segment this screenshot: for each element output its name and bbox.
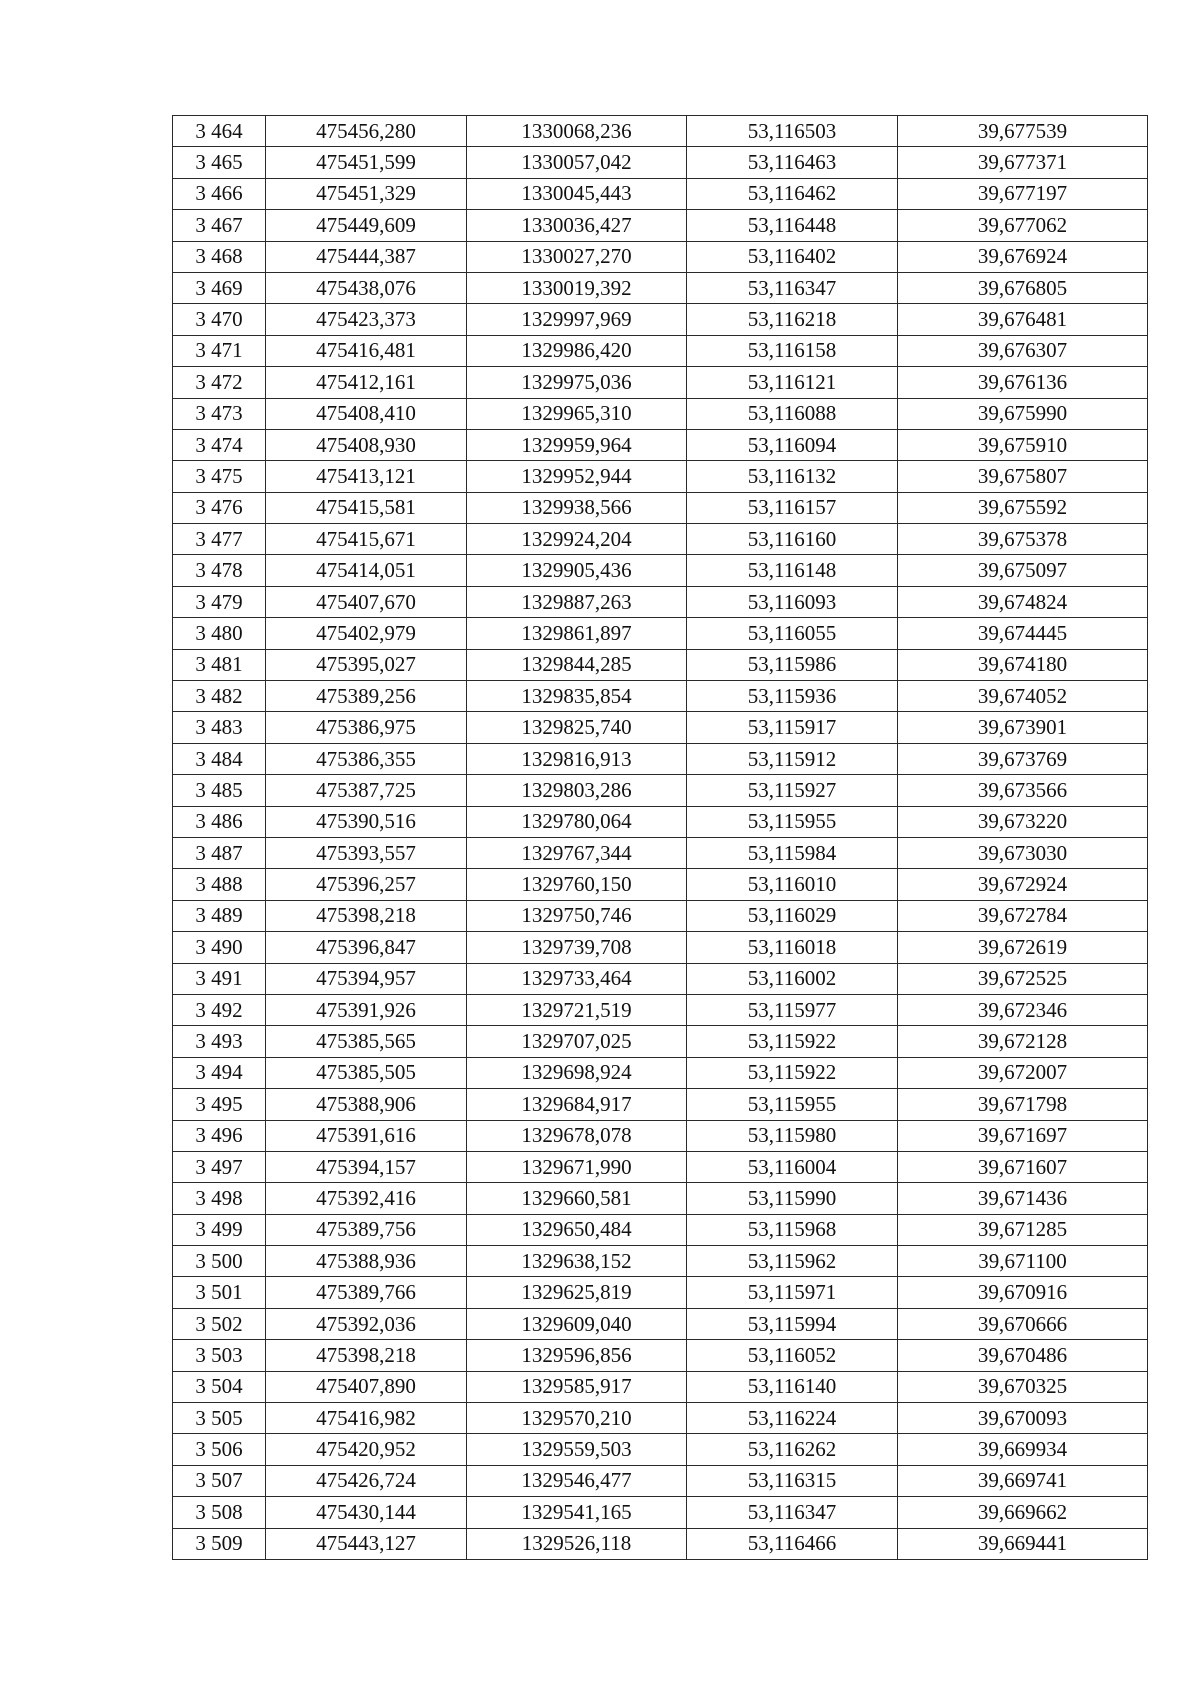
x-coordinate-cell: 475451,329 xyxy=(266,178,467,209)
longitude-cell: 39,675807 xyxy=(898,461,1148,492)
table-row xyxy=(173,775,1148,806)
point-number-cell: 3 501 xyxy=(173,1277,266,1308)
x-coordinate-cell: 475456,280 xyxy=(266,116,467,147)
x-coordinate-cell: 475408,930 xyxy=(266,429,467,460)
longitude-cell: 39,670093 xyxy=(898,1403,1148,1434)
y-coordinate-cell: 1329997,969 xyxy=(467,304,687,335)
point-number-cell: 3 478 xyxy=(173,555,266,586)
longitude-cell: 39,672619 xyxy=(898,932,1148,963)
x-coordinate-cell: 475386,355 xyxy=(266,743,467,774)
x-coordinate-cell: 475444,387 xyxy=(266,241,467,272)
point-number-cell: 3 493 xyxy=(173,1026,266,1057)
y-coordinate-cell: 1329546,477 xyxy=(467,1465,687,1496)
table-row xyxy=(173,147,1148,178)
point-number-cell: 3 494 xyxy=(173,1057,266,1088)
longitude-cell: 39,676136 xyxy=(898,367,1148,398)
y-coordinate-cell: 1329760,150 xyxy=(467,869,687,900)
table-row xyxy=(173,932,1148,963)
table-row xyxy=(173,712,1148,743)
table-row xyxy=(173,492,1148,523)
y-coordinate-cell: 1329844,285 xyxy=(467,649,687,680)
y-coordinate-cell: 1329780,064 xyxy=(467,806,687,837)
y-coordinate-cell: 1330036,427 xyxy=(467,210,687,241)
latitude-cell: 53,116158 xyxy=(687,335,898,366)
point-number-cell: 3 472 xyxy=(173,367,266,398)
point-number-cell: 3 497 xyxy=(173,1151,266,1182)
x-coordinate-cell: 475389,256 xyxy=(266,681,467,712)
latitude-cell: 53,116347 xyxy=(687,272,898,303)
longitude-cell: 39,669934 xyxy=(898,1434,1148,1465)
point-number-cell: 3 484 xyxy=(173,743,266,774)
x-coordinate-cell: 475408,410 xyxy=(266,398,467,429)
x-coordinate-cell: 475430,144 xyxy=(266,1497,467,1528)
x-coordinate-cell: 475407,890 xyxy=(266,1371,467,1402)
longitude-cell: 39,672525 xyxy=(898,963,1148,994)
latitude-cell: 53,115980 xyxy=(687,1120,898,1151)
y-coordinate-cell: 1329678,078 xyxy=(467,1120,687,1151)
y-coordinate-cell: 1329526,118 xyxy=(467,1528,687,1559)
latitude-cell: 53,116160 xyxy=(687,524,898,555)
point-number-cell: 3 507 xyxy=(173,1465,266,1496)
longitude-cell: 39,674445 xyxy=(898,618,1148,649)
longitude-cell: 39,676307 xyxy=(898,335,1148,366)
x-coordinate-cell: 475385,565 xyxy=(266,1026,467,1057)
point-number-cell: 3 467 xyxy=(173,210,266,241)
table-row xyxy=(173,963,1148,994)
y-coordinate-cell: 1329750,746 xyxy=(467,900,687,931)
point-number-cell: 3 500 xyxy=(173,1246,266,1277)
latitude-cell: 53,116010 xyxy=(687,869,898,900)
x-coordinate-cell: 475387,725 xyxy=(266,775,467,806)
table-row xyxy=(173,335,1148,366)
y-coordinate-cell: 1330057,042 xyxy=(467,147,687,178)
latitude-cell: 53,116347 xyxy=(687,1497,898,1528)
point-number-cell: 3 481 xyxy=(173,649,266,680)
latitude-cell: 53,116315 xyxy=(687,1465,898,1496)
y-coordinate-cell: 1329625,819 xyxy=(467,1277,687,1308)
latitude-cell: 53,116088 xyxy=(687,398,898,429)
y-coordinate-cell: 1329570,210 xyxy=(467,1403,687,1434)
y-coordinate-cell: 1329684,917 xyxy=(467,1089,687,1120)
longitude-cell: 39,674052 xyxy=(898,681,1148,712)
latitude-cell: 53,116002 xyxy=(687,963,898,994)
table-row xyxy=(173,367,1148,398)
longitude-cell: 39,671697 xyxy=(898,1120,1148,1151)
longitude-cell: 39,669741 xyxy=(898,1465,1148,1496)
x-coordinate-cell: 475390,516 xyxy=(266,806,467,837)
latitude-cell: 53,116448 xyxy=(687,210,898,241)
x-coordinate-cell: 475449,609 xyxy=(266,210,467,241)
y-coordinate-cell: 1330068,236 xyxy=(467,116,687,147)
longitude-cell: 39,675592 xyxy=(898,492,1148,523)
longitude-cell: 39,671285 xyxy=(898,1214,1148,1245)
latitude-cell: 53,116402 xyxy=(687,241,898,272)
point-number-cell: 3 505 xyxy=(173,1403,266,1434)
latitude-cell: 53,115922 xyxy=(687,1026,898,1057)
longitude-cell: 39,672128 xyxy=(898,1026,1148,1057)
longitude-cell: 39,673901 xyxy=(898,712,1148,743)
point-number-cell: 3 492 xyxy=(173,994,266,1025)
x-coordinate-cell: 475396,847 xyxy=(266,932,467,963)
latitude-cell: 53,116157 xyxy=(687,492,898,523)
y-coordinate-cell: 1329596,856 xyxy=(467,1340,687,1371)
y-coordinate-cell: 1329959,964 xyxy=(467,429,687,460)
longitude-cell: 39,677539 xyxy=(898,116,1148,147)
x-coordinate-cell: 475412,161 xyxy=(266,367,467,398)
table-row xyxy=(173,1434,1148,1465)
latitude-cell: 53,115917 xyxy=(687,712,898,743)
latitude-cell: 53,116052 xyxy=(687,1340,898,1371)
point-number-cell: 3 469 xyxy=(173,272,266,303)
table-row xyxy=(173,178,1148,209)
table-row xyxy=(173,806,1148,837)
table-row xyxy=(173,1465,1148,1496)
point-number-cell: 3 506 xyxy=(173,1434,266,1465)
y-coordinate-cell: 1330045,443 xyxy=(467,178,687,209)
x-coordinate-cell: 475423,373 xyxy=(266,304,467,335)
table-row xyxy=(173,1246,1148,1277)
longitude-cell: 39,676481 xyxy=(898,304,1148,335)
point-number-cell: 3 489 xyxy=(173,900,266,931)
table-row xyxy=(173,1497,1148,1528)
y-coordinate-cell: 1329835,854 xyxy=(467,681,687,712)
y-coordinate-cell: 1329707,025 xyxy=(467,1026,687,1057)
x-coordinate-cell: 475391,926 xyxy=(266,994,467,1025)
y-coordinate-cell: 1330027,270 xyxy=(467,241,687,272)
point-number-cell: 3 487 xyxy=(173,837,266,868)
y-coordinate-cell: 1329816,913 xyxy=(467,743,687,774)
longitude-cell: 39,672924 xyxy=(898,869,1148,900)
longitude-cell: 39,671436 xyxy=(898,1183,1148,1214)
table-row xyxy=(173,429,1148,460)
latitude-cell: 53,116466 xyxy=(687,1528,898,1559)
longitude-cell: 39,670666 xyxy=(898,1308,1148,1339)
table-row xyxy=(173,1057,1148,1088)
x-coordinate-cell: 475386,975 xyxy=(266,712,467,743)
x-coordinate-cell: 475394,957 xyxy=(266,963,467,994)
longitude-cell: 39,675097 xyxy=(898,555,1148,586)
point-number-cell: 3 490 xyxy=(173,932,266,963)
y-coordinate-cell: 1329638,152 xyxy=(467,1246,687,1277)
x-coordinate-cell: 475398,218 xyxy=(266,900,467,931)
y-coordinate-cell: 1329698,924 xyxy=(467,1057,687,1088)
y-coordinate-cell: 1329924,204 xyxy=(467,524,687,555)
latitude-cell: 53,116148 xyxy=(687,555,898,586)
table-row xyxy=(173,1214,1148,1245)
y-coordinate-cell: 1329952,944 xyxy=(467,461,687,492)
x-coordinate-cell: 475389,766 xyxy=(266,1277,467,1308)
latitude-cell: 53,116262 xyxy=(687,1434,898,1465)
latitude-cell: 53,116094 xyxy=(687,429,898,460)
y-coordinate-cell: 1329585,917 xyxy=(467,1371,687,1402)
table-row xyxy=(173,1403,1148,1434)
point-number-cell: 3 491 xyxy=(173,963,266,994)
y-coordinate-cell: 1329541,165 xyxy=(467,1497,687,1528)
table-row xyxy=(173,1183,1148,1214)
y-coordinate-cell: 1329887,263 xyxy=(467,586,687,617)
longitude-cell: 39,670325 xyxy=(898,1371,1148,1402)
latitude-cell: 53,115927 xyxy=(687,775,898,806)
longitude-cell: 39,669662 xyxy=(898,1497,1148,1528)
y-coordinate-cell: 1329905,436 xyxy=(467,555,687,586)
table-row xyxy=(173,210,1148,241)
table-row xyxy=(173,837,1148,868)
latitude-cell: 53,115922 xyxy=(687,1057,898,1088)
latitude-cell: 53,116218 xyxy=(687,304,898,335)
latitude-cell: 53,116018 xyxy=(687,932,898,963)
y-coordinate-cell: 1329733,464 xyxy=(467,963,687,994)
longitude-cell: 39,669441 xyxy=(898,1528,1148,1559)
longitude-cell: 39,676805 xyxy=(898,272,1148,303)
longitude-cell: 39,675990 xyxy=(898,398,1148,429)
latitude-cell: 53,116463 xyxy=(687,147,898,178)
latitude-cell: 53,115955 xyxy=(687,806,898,837)
x-coordinate-cell: 475413,121 xyxy=(266,461,467,492)
point-number-cell: 3 495 xyxy=(173,1089,266,1120)
table-row xyxy=(173,461,1148,492)
y-coordinate-cell: 1329609,040 xyxy=(467,1308,687,1339)
table-row xyxy=(173,900,1148,931)
longitude-cell: 39,673566 xyxy=(898,775,1148,806)
y-coordinate-cell: 1329721,519 xyxy=(467,994,687,1025)
y-coordinate-cell: 1329650,484 xyxy=(467,1214,687,1245)
longitude-cell: 39,670486 xyxy=(898,1340,1148,1371)
longitude-cell: 39,673769 xyxy=(898,743,1148,774)
table-row xyxy=(173,1151,1148,1182)
table-row xyxy=(173,586,1148,617)
y-coordinate-cell: 1329803,286 xyxy=(467,775,687,806)
point-number-cell: 3 471 xyxy=(173,335,266,366)
x-coordinate-cell: 475416,982 xyxy=(266,1403,467,1434)
table-row xyxy=(173,649,1148,680)
y-coordinate-cell: 1329938,566 xyxy=(467,492,687,523)
longitude-cell: 39,676924 xyxy=(898,241,1148,272)
point-number-cell: 3 482 xyxy=(173,681,266,712)
latitude-cell: 53,115977 xyxy=(687,994,898,1025)
point-number-cell: 3 483 xyxy=(173,712,266,743)
y-coordinate-cell: 1329767,344 xyxy=(467,837,687,868)
x-coordinate-cell: 475395,027 xyxy=(266,649,467,680)
point-number-cell: 3 476 xyxy=(173,492,266,523)
point-number-cell: 3 503 xyxy=(173,1340,266,1371)
y-coordinate-cell: 1329559,503 xyxy=(467,1434,687,1465)
longitude-cell: 39,675910 xyxy=(898,429,1148,460)
longitude-cell: 39,671607 xyxy=(898,1151,1148,1182)
latitude-cell: 53,115968 xyxy=(687,1214,898,1245)
x-coordinate-cell: 475393,557 xyxy=(266,837,467,868)
longitude-cell: 39,677371 xyxy=(898,147,1148,178)
x-coordinate-cell: 475392,036 xyxy=(266,1308,467,1339)
point-number-cell: 3 477 xyxy=(173,524,266,555)
latitude-cell: 53,116224 xyxy=(687,1403,898,1434)
x-coordinate-cell: 475420,952 xyxy=(266,1434,467,1465)
latitude-cell: 53,116132 xyxy=(687,461,898,492)
longitude-cell: 39,670916 xyxy=(898,1277,1148,1308)
x-coordinate-cell: 475415,671 xyxy=(266,524,467,555)
latitude-cell: 53,116121 xyxy=(687,367,898,398)
table-row xyxy=(173,1026,1148,1057)
latitude-cell: 53,116029 xyxy=(687,900,898,931)
point-number-cell: 3 479 xyxy=(173,586,266,617)
x-coordinate-cell: 475416,481 xyxy=(266,335,467,366)
point-number-cell: 3 466 xyxy=(173,178,266,209)
point-number-cell: 3 465 xyxy=(173,147,266,178)
table-row xyxy=(173,1340,1148,1371)
longitude-cell: 39,674824 xyxy=(898,586,1148,617)
point-number-cell: 3 504 xyxy=(173,1371,266,1402)
x-coordinate-cell: 475438,076 xyxy=(266,272,467,303)
x-coordinate-cell: 475415,581 xyxy=(266,492,467,523)
coordinates-table xyxy=(172,115,1148,1560)
table-row xyxy=(173,116,1148,147)
x-coordinate-cell: 475388,906 xyxy=(266,1089,467,1120)
point-number-cell: 3 474 xyxy=(173,429,266,460)
y-coordinate-cell: 1329975,036 xyxy=(467,367,687,398)
y-coordinate-cell: 1329739,708 xyxy=(467,932,687,963)
point-number-cell: 3 499 xyxy=(173,1214,266,1245)
table-row xyxy=(173,272,1148,303)
longitude-cell: 39,672007 xyxy=(898,1057,1148,1088)
longitude-cell: 39,672784 xyxy=(898,900,1148,931)
longitude-cell: 39,671100 xyxy=(898,1246,1148,1277)
longitude-cell: 39,677062 xyxy=(898,210,1148,241)
x-coordinate-cell: 475402,979 xyxy=(266,618,467,649)
point-number-cell: 3 464 xyxy=(173,116,266,147)
table-row xyxy=(173,1371,1148,1402)
point-number-cell: 3 485 xyxy=(173,775,266,806)
latitude-cell: 53,116093 xyxy=(687,586,898,617)
point-number-cell: 3 496 xyxy=(173,1120,266,1151)
coordinates-table-body xyxy=(173,116,1148,1560)
point-number-cell: 3 488 xyxy=(173,869,266,900)
x-coordinate-cell: 475392,416 xyxy=(266,1183,467,1214)
table-row xyxy=(173,1277,1148,1308)
y-coordinate-cell: 1329861,897 xyxy=(467,618,687,649)
point-number-cell: 3 498 xyxy=(173,1183,266,1214)
point-number-cell: 3 509 xyxy=(173,1528,266,1559)
y-coordinate-cell: 1329825,740 xyxy=(467,712,687,743)
table-row xyxy=(173,1089,1148,1120)
latitude-cell: 53,115971 xyxy=(687,1277,898,1308)
point-number-cell: 3 480 xyxy=(173,618,266,649)
point-number-cell: 3 502 xyxy=(173,1308,266,1339)
x-coordinate-cell: 475451,599 xyxy=(266,147,467,178)
latitude-cell: 53,116004 xyxy=(687,1151,898,1182)
table-row xyxy=(173,1120,1148,1151)
longitude-cell: 39,675378 xyxy=(898,524,1148,555)
latitude-cell: 53,115955 xyxy=(687,1089,898,1120)
x-coordinate-cell: 475426,724 xyxy=(266,1465,467,1496)
x-coordinate-cell: 475385,505 xyxy=(266,1057,467,1088)
latitude-cell: 53,115994 xyxy=(687,1308,898,1339)
latitude-cell: 53,116140 xyxy=(687,1371,898,1402)
latitude-cell: 53,116055 xyxy=(687,618,898,649)
y-coordinate-cell: 1329671,990 xyxy=(467,1151,687,1182)
x-coordinate-cell: 475391,616 xyxy=(266,1120,467,1151)
x-coordinate-cell: 475398,218 xyxy=(266,1340,467,1371)
latitude-cell: 53,115990 xyxy=(687,1183,898,1214)
table-row xyxy=(173,1308,1148,1339)
latitude-cell: 53,115986 xyxy=(687,649,898,680)
table-row xyxy=(173,241,1148,272)
longitude-cell: 39,673030 xyxy=(898,837,1148,868)
latitude-cell: 53,115984 xyxy=(687,837,898,868)
point-number-cell: 3 470 xyxy=(173,304,266,335)
latitude-cell: 53,116462 xyxy=(687,178,898,209)
table-row xyxy=(173,743,1148,774)
y-coordinate-cell: 1329965,310 xyxy=(467,398,687,429)
point-number-cell: 3 486 xyxy=(173,806,266,837)
point-number-cell: 3 475 xyxy=(173,461,266,492)
x-coordinate-cell: 475394,157 xyxy=(266,1151,467,1182)
longitude-cell: 39,674180 xyxy=(898,649,1148,680)
point-number-cell: 3 473 xyxy=(173,398,266,429)
latitude-cell: 53,116503 xyxy=(687,116,898,147)
point-number-cell: 3 508 xyxy=(173,1497,266,1528)
x-coordinate-cell: 475388,936 xyxy=(266,1246,467,1277)
table-row xyxy=(173,681,1148,712)
table-row xyxy=(173,869,1148,900)
table-row xyxy=(173,398,1148,429)
table-row xyxy=(173,618,1148,649)
longitude-cell: 39,671798 xyxy=(898,1089,1148,1120)
table-row xyxy=(173,994,1148,1025)
table-row xyxy=(173,1528,1148,1559)
latitude-cell: 53,115912 xyxy=(687,743,898,774)
point-number-cell: 3 468 xyxy=(173,241,266,272)
latitude-cell: 53,115936 xyxy=(687,681,898,712)
x-coordinate-cell: 475443,127 xyxy=(266,1528,467,1559)
x-coordinate-cell: 475396,257 xyxy=(266,869,467,900)
x-coordinate-cell: 475407,670 xyxy=(266,586,467,617)
longitude-cell: 39,672346 xyxy=(898,994,1148,1025)
table-row xyxy=(173,304,1148,335)
y-coordinate-cell: 1330019,392 xyxy=(467,272,687,303)
longitude-cell: 39,677197 xyxy=(898,178,1148,209)
x-coordinate-cell: 475389,756 xyxy=(266,1214,467,1245)
longitude-cell: 39,673220 xyxy=(898,806,1148,837)
y-coordinate-cell: 1329986,420 xyxy=(467,335,687,366)
latitude-cell: 53,115962 xyxy=(687,1246,898,1277)
table-row xyxy=(173,555,1148,586)
y-coordinate-cell: 1329660,581 xyxy=(467,1183,687,1214)
x-coordinate-cell: 475414,051 xyxy=(266,555,467,586)
table-row xyxy=(173,524,1148,555)
